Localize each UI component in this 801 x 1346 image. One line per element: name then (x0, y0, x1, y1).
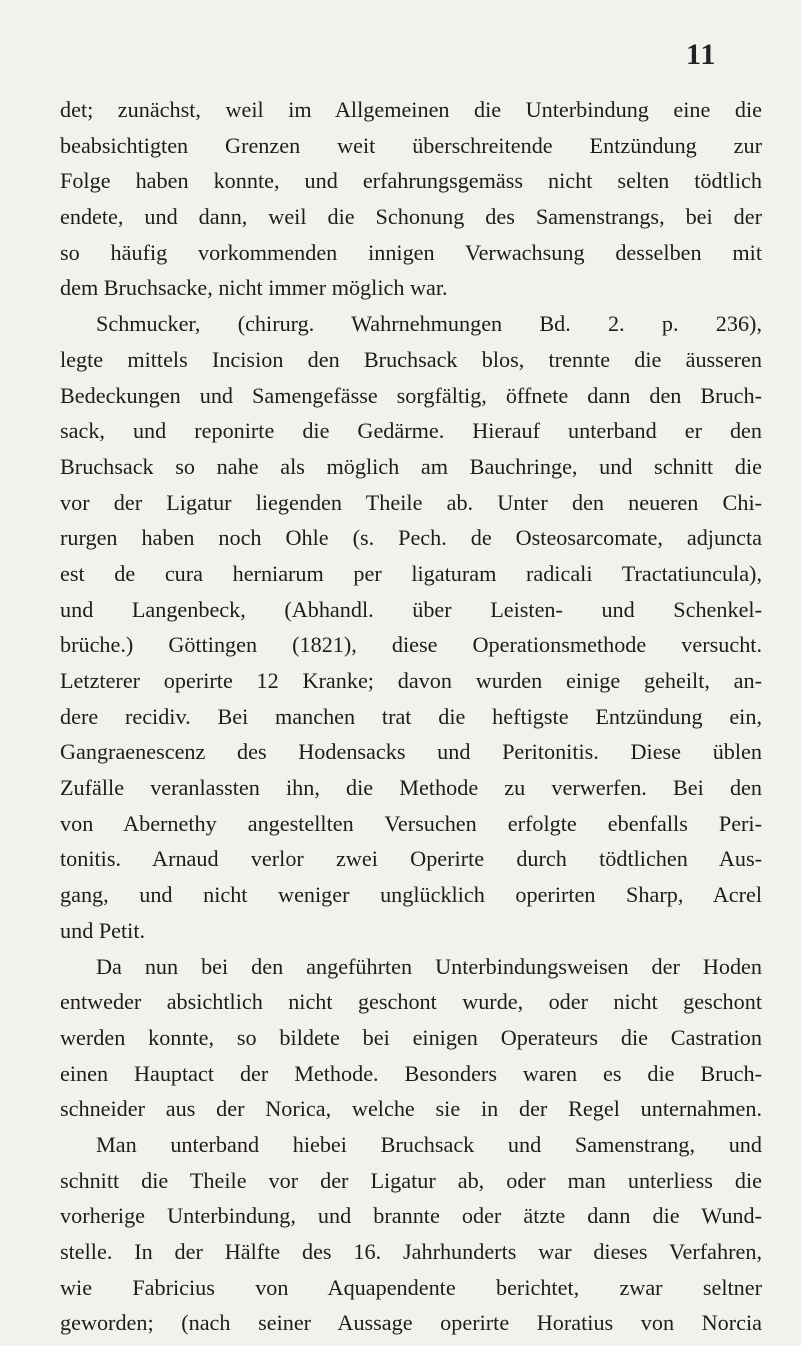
text-line: und Petit. (60, 917, 146, 943)
text-line: Bedeckungen und Samengefässe sorgfältig, öffnete dann den Bruch- (60, 382, 762, 408)
text-line: entweder absichtlich nicht geschont wurde, oder nicht geschont (60, 989, 762, 1015)
text-line: Bruchsack so nahe als möglich am Bauchringe, und schnitt die (60, 453, 762, 479)
text-line: Letzterer operirte 12 Kranke; davon wurden einige geheilt, an- (60, 668, 762, 693)
text-line: dem Bruchsacke, nicht immer möglich war. (60, 275, 448, 301)
text-line: det; zunächst, weil im Allgemeinen die Unterbindung eine die (60, 97, 762, 122)
text-line: rurgen haben noch Ohle (s. Pech. de Osteosarcomate, adjuncta (60, 525, 762, 551)
text-line: vorherige Unterbindung, und brannte oder ätzte dann die Wund- (60, 1203, 762, 1229)
text-line: Schmucker, (chirurg. Wahrnehmungen Bd. 2. p. 236), (96, 311, 762, 337)
text-line: brüche.) Göttingen (1821), diese Operationsmethode versucht. (60, 632, 762, 658)
text-line: Da nun bei den angeführten Unterbindungsweisen der Hoden (96, 953, 762, 979)
text-line: sack, und reponirte die Gedärme. Hierauf unterband er den (60, 418, 762, 444)
body-text (60, 92, 762, 1341)
text-line: und Langenbeck, (Abhandl. über Leisten- und Schenkel- (60, 596, 762, 622)
text-line: endete, und dann, weil die Schonung des Samenstrangs, bei der (60, 204, 762, 230)
text-line: werden konnte, so bildete bei einigen Operateurs die Castration (60, 1024, 762, 1050)
text-line: Zufälle veranlassten ihn, die Methode zu verwerfen. Bei den (60, 775, 762, 801)
text-line: wie Fabricius von Aquapendente berichtet, zwar seltner (60, 1274, 762, 1300)
text-line: Man unterband hiebei Bruchsack und Samenstrang, und (96, 1131, 762, 1157)
page-number: 11 (686, 38, 717, 71)
text-line: geworden; (nach seiner Aussage operirte Horatius von Norcia (60, 1310, 762, 1336)
text-line: legte mittels Incision den Bruchsack blos, trennte die äusseren (60, 346, 762, 372)
text-line: beabsichtigten Grenzen weit überschreitende Entzündung zur (60, 132, 762, 158)
text-line: dere recidiv. Bei manchen trat die heftigste Entzündung ein, (60, 703, 762, 729)
text-line: tonitis. Arnaud verlor zwei Operirte durch tödtlichen Aus- (60, 846, 762, 872)
text-line: schneider aus der Norica, welche sie in der Regel unternahmen. (60, 1096, 762, 1122)
text-line: Folge haben konnte, und erfahrungsgemäss nicht selten tödtlich (60, 168, 762, 194)
text-line: Gangraenescenz des Hodensacks und Peritonitis. Diese üblen (60, 739, 762, 765)
text-line: stelle. In der Hälfte des 16. Jahrhunderts war dieses Verfahren, (60, 1239, 762, 1264)
text-line: vor der Ligatur liegenden Theile ab. Unter den neueren Chi- (60, 489, 762, 515)
text-line: schnitt die Theile vor der Ligatur ab, oder man unterliess die (60, 1167, 762, 1193)
text-line: est de cura herniarum per ligaturam radicali Tractatiuncula), (60, 560, 762, 586)
text-line: einen Hauptact der Methode. Besonders waren es die Bruch- (60, 1060, 762, 1086)
text-line: von Abernethy angestellten Versuchen erfolgte ebenfalls Peri- (60, 810, 762, 836)
text-line: gang, und nicht weniger unglücklich operirten Sharp, Acrel (60, 882, 762, 908)
text-line: so häufig vorkommenden innigen Verwachsung desselben mit (60, 239, 762, 265)
